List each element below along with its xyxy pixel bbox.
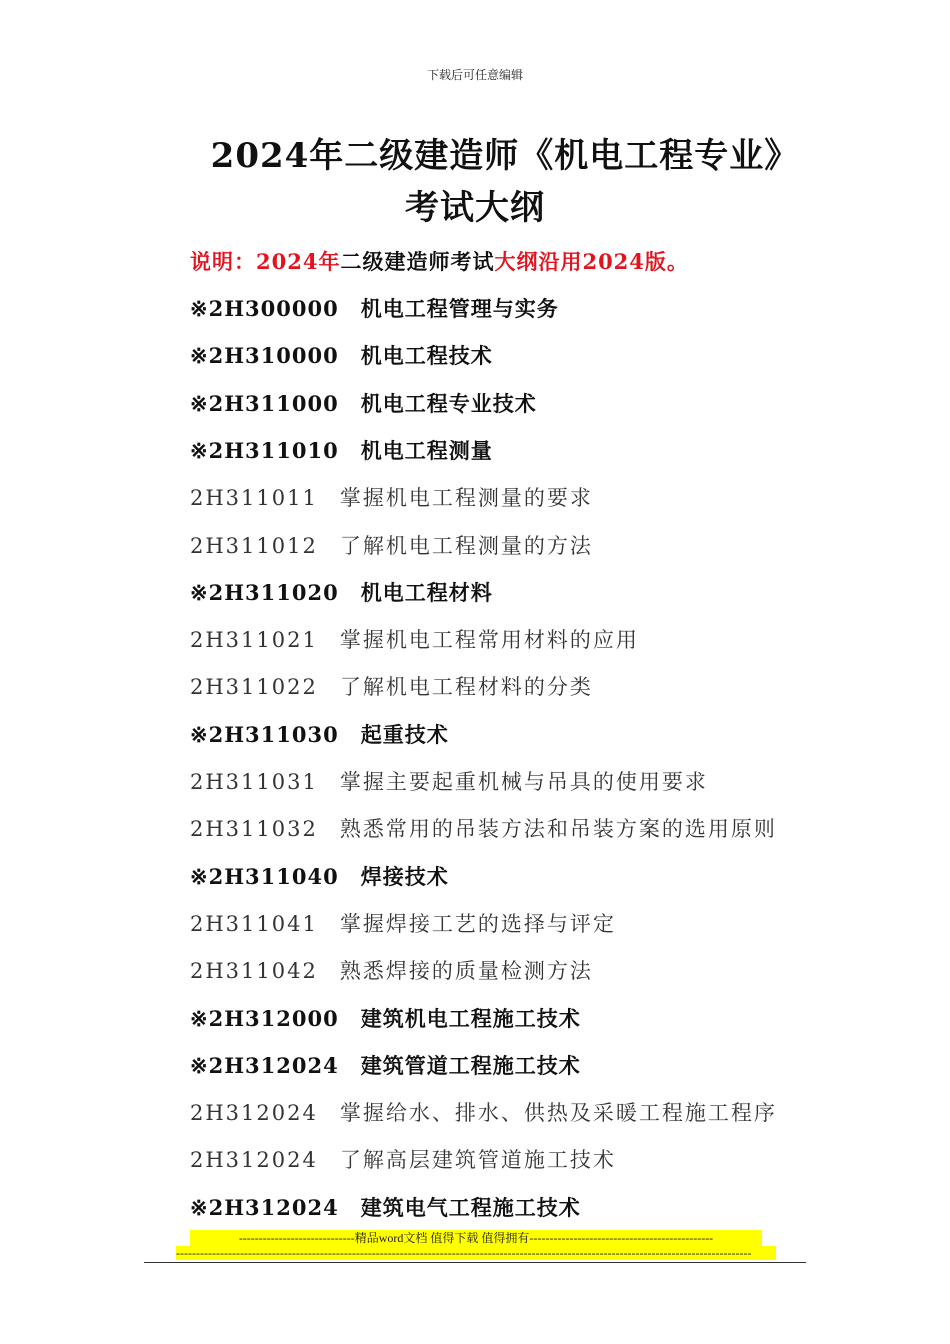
outline-section-row xyxy=(190,435,493,465)
outline-section-row xyxy=(190,1192,581,1222)
outline-code: 2H311032 xyxy=(190,817,318,841)
outline-text: 了解机电工程材料的分类 xyxy=(339,675,593,699)
outline-text: 熟悉焊接的质量检测方法 xyxy=(339,959,593,983)
outline-item-row xyxy=(190,1097,777,1127)
outline-text: 了解高层建筑管道施工技术 xyxy=(339,1148,616,1172)
outline-item-row xyxy=(190,908,616,938)
outline-text: 机电工程材料 xyxy=(360,580,493,605)
outline-text: 了解机电工程测量的方法 xyxy=(339,534,593,558)
outline-code: ※2H311030 xyxy=(190,722,339,747)
outline-section-row xyxy=(190,340,493,370)
outline-item-row xyxy=(190,1144,616,1174)
outline-code: 2H311022 xyxy=(190,675,318,699)
outline-section-row xyxy=(190,1050,581,1080)
outline-code: ※2H312000 xyxy=(190,1006,339,1031)
outline-item-row xyxy=(190,530,593,560)
outline-text: 建筑机电工程施工技术 xyxy=(360,1006,581,1031)
outline-section-row xyxy=(190,1003,581,1033)
outline-section-row xyxy=(190,577,493,607)
footer-dashes: ------------------------------------------------------------------------------------------------------------------------------------------------ xyxy=(176,1246,776,1260)
outline-text: 机电工程测量 xyxy=(360,438,493,463)
outline-code: ※2H312024 xyxy=(190,1053,339,1078)
outline-code: ※2H311020 xyxy=(190,580,339,605)
outline-text: 机电工程管理与实务 xyxy=(360,296,559,321)
note-part2: 二级建造师考试 xyxy=(340,249,495,274)
outline-code: ※2H310000 xyxy=(190,343,339,368)
header-note: 下载后可任意编辑 xyxy=(426,68,523,82)
outline-text: 掌握焊接工艺的选择与评定 xyxy=(339,912,616,936)
outline-code: 2H311021 xyxy=(190,628,318,652)
outline-code: 2H311031 xyxy=(190,770,318,794)
outline-code: ※2H311000 xyxy=(190,391,339,416)
outline-item-row xyxy=(190,482,593,512)
outline-code: 2H311011 xyxy=(190,486,318,510)
outline-item-row xyxy=(190,813,777,843)
outline-section-row xyxy=(190,719,449,749)
outline-text: 掌握主要起重机械与吊具的使用要求 xyxy=(339,770,708,794)
outline-code: 2H311012 xyxy=(190,534,318,558)
outline-text: 机电工程专业技术 xyxy=(360,391,537,416)
outline-item-row xyxy=(190,955,593,985)
outline-code: ※2H300000 xyxy=(190,296,339,321)
outline-section-row xyxy=(190,388,537,418)
outline-text: 焊接技术 xyxy=(360,864,449,889)
outline-text: 掌握给水、排水、供热及采暖工程施工程序 xyxy=(339,1101,777,1125)
outline-code: 2H311041 xyxy=(190,912,318,936)
outline-text: 建筑电气工程施工技术 xyxy=(360,1195,581,1220)
document-title-line2: 考试大纲 xyxy=(405,188,545,228)
footer-rule xyxy=(144,1262,806,1263)
outline-section-row xyxy=(190,861,449,891)
outline-item-row xyxy=(190,671,593,701)
outline-code: 2H311042 xyxy=(190,959,318,983)
outline-text: 建筑管道工程施工技术 xyxy=(360,1053,581,1078)
outline-code: ※2H311040 xyxy=(190,864,339,889)
note-line xyxy=(190,246,689,276)
footer-banner: -----------------------------精品word文档 值得下载 值得拥有---------------------------------------------- xyxy=(190,1230,762,1246)
outline-code: ※2H311010 xyxy=(190,438,339,463)
outline-text: 掌握机电工程常用材料的应用 xyxy=(339,628,639,652)
outline-code: 2H312024 xyxy=(190,1148,318,1172)
note-part1: 说明：2024年 xyxy=(190,249,341,274)
document-title-line1: 2024年二级建造师《机电工程专业》 xyxy=(210,136,800,176)
note-part3: 大纲沿用2024版。 xyxy=(494,249,689,274)
outline-text: 掌握机电工程测量的要求 xyxy=(339,486,593,510)
outline-item-row xyxy=(190,766,708,796)
outline-text: 机电工程技术 xyxy=(360,343,493,368)
outline-section-row xyxy=(190,293,559,323)
outline-text: 起重技术 xyxy=(360,722,449,747)
outline-code: 2H312024 xyxy=(190,1101,318,1125)
outline-item-row xyxy=(190,624,639,654)
outline-code: ※2H312024 xyxy=(190,1195,339,1220)
outline-text: 熟悉常用的吊装方法和吊装方案的选用原则 xyxy=(339,817,777,841)
